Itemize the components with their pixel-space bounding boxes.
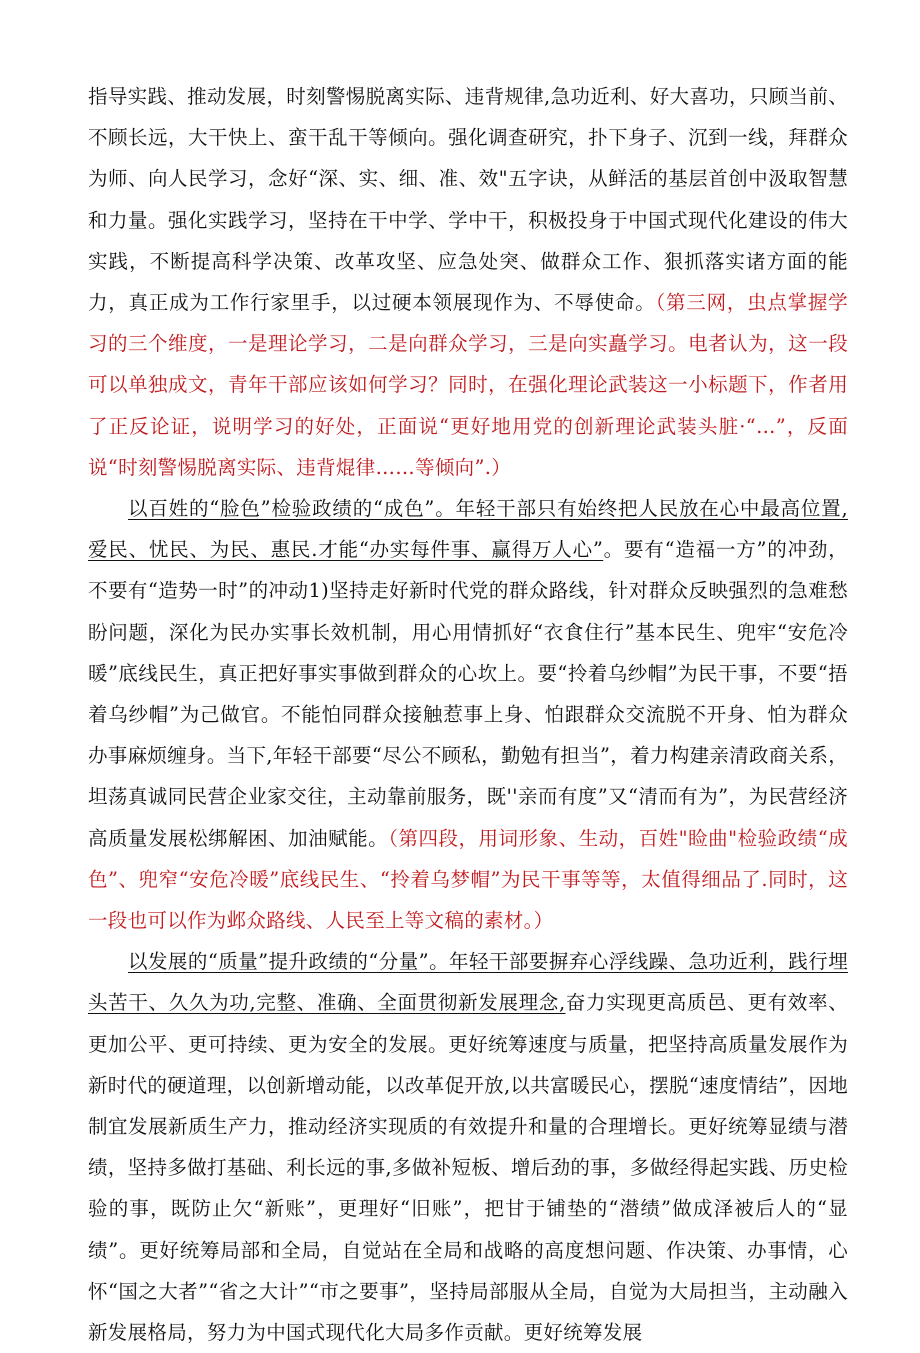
document-page xyxy=(88,76,848,1353)
paragraph-3-heading: 以发展的“质量”提升政绩的“分量”。年轻干部要摒弃心浮线躁、急功近利，践行埋头苦干、久久为功,完整、准确、全面贯彻新发展理念, xyxy=(88,950,848,1015)
paragraph-1 xyxy=(88,76,848,488)
paragraph-3 xyxy=(88,941,848,1353)
paragraph-1-body: 指导实践、推动发展，时刻警惕脱离实际、违背规律,急功近利、好大喜功，只顾当前、不顾长远，大干快上、蛮干乱干等倾向。强化调查研究，扑下身子、沉到一线，拜群众为师、向人民学习，念好“深、实、细、准、效"五字诀，从鲜活的基层首创中汲取智慧和力量。强化实践学习，坚持在干中学、学中干，积极投身于中国式现代化建设的伟大实践，不断提高科学决策、改革攻坚、应急处突、做群众工作、狠抓落实诸方面的能力，真正成为工作行家里手，以过硬本领展现作为、不辱使命。 xyxy=(88,85,848,315)
paragraph-1-comment: （第三网，虫点掌握学习的三个维度，一是理论学习，二是向群众学习，三是向实矗学习。电者认为，这一段可以单独成文，青年干部应该如何学习？同时，在强化理论武装这一小标题下，作者用了正反论证，说明学习的好处，正面说“更好地用党的创新理论武装头脏·“…”，反面说“时刻警惕脱离实际、违背焜律……等倾向”.） xyxy=(88,291,848,479)
paragraph-2-heading: 以百姓的“脸色”检验政绩的“成色”。年轻干部只有始终把人民放在心中最高位置,爱民、忧民、为民、惠民.才能“办实每件事、赢得万人心” xyxy=(88,497,848,562)
paragraph-2-comment: （第四段，用词形象、生动，百姓"睑曲"检验政绩“成色”、兜窄“安危冷暖”底线民生、“拎着乌梦帽”为民干事等等，太值得细品了.同时，这一段也可以作为邺众路线、人民至上等文稿的素材。） xyxy=(88,826,848,933)
paragraph-2 xyxy=(88,488,848,941)
paragraph-3-body: 奋力实现更高质邑、更有效率、更加公平、更可持续、更为安全的发展。更好统筹速度与质量，把坚持高质量发展作为新时代的硬道理，以创新增动能，以改革促开放,以共富暖民心，摆脱“速度情结”，因地制宜发展新质生产力，推动经济实现质的有效提升和量的合理增长。更好统筹显绩与潜绩，坚持多做打基础、利长远的事,多做补短板、增后劲的事，多做经得起实践、历史检验的事，既防止欠“新账”，更理好“旧账”，把甘于铺垫的“潜绩”做成泽被后人的“显绩”。更好统筹局部和全局，自觉站在全局和战略的高度想问题、作决策、办事情，心怀“国之大者”“省之大计”“市之要事”，坚持局部服从全局，自觉为大局担当，主动融入新发展格局，努力为中国式现代化大局多作贡献。更好统筹发展 xyxy=(88,991,849,1345)
paragraph-2-body: 。要有“造福一方”的冲劲，不要有“造势一时”的冲动1)坚持走好新时代党的群众路线，针对群众反映强烈的急难愁盼问题，深化为民办实事长效机制，用心用情抓好“衣食住行”基本民生、兜牢“安危冷暖”底线民生，真正把好事实事做到群众的心坎上。要“拎着乌纱帽”为民干事，不要“捂着乌纱帽”为己做官。不能怕同群众接触惹事上身、怕跟群众交流脱不开身、怕为群众办事麻烦缠身。当下,年轻干部要“尽公不顾私，勤勉有担当”，着力构建亲清政商关系，坦荡真诚同民营企业家交往，主动靠前服务，既''亲而有度”又“清而有为”，为民营经济高质量发展松绑解困、加油赋能。 xyxy=(88,538,848,850)
